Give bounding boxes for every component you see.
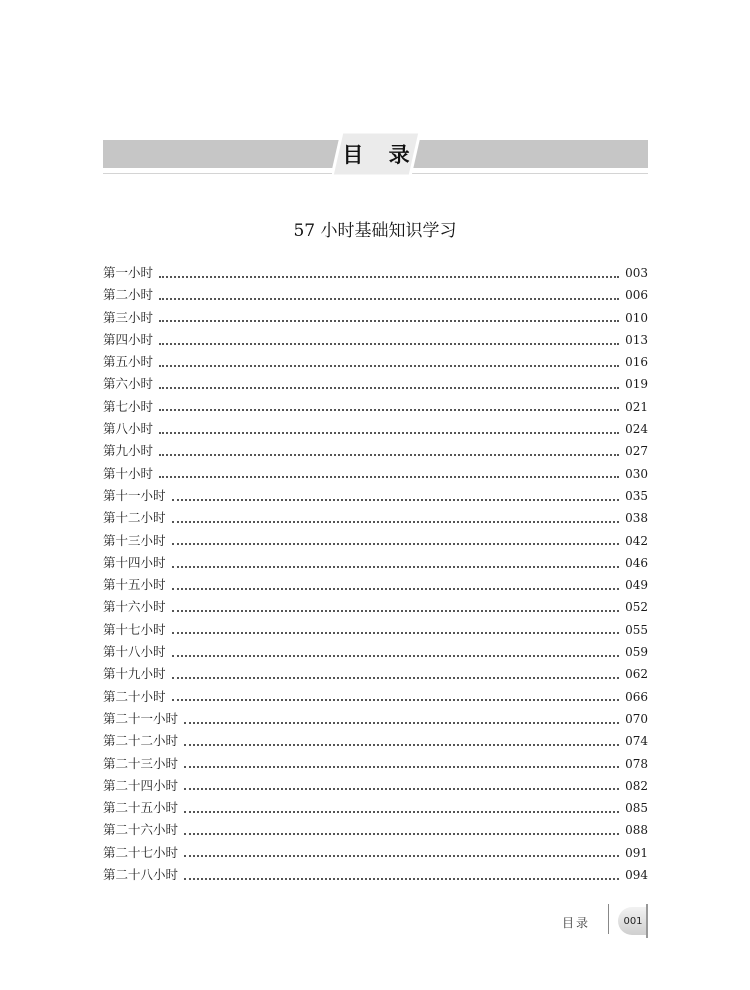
toc-entry-page: 094 — [625, 868, 648, 883]
toc-entry-page: 027 — [625, 444, 648, 459]
toc-leader-dots — [172, 698, 620, 701]
toc-entry-page: 006 — [625, 288, 648, 303]
section-heading: 57 小时基础知识学习 — [293, 221, 457, 241]
toc-entry-page: 074 — [625, 734, 648, 749]
toc-entry[interactable] — [103, 307, 648, 329]
toc-leader-dots — [159, 319, 619, 322]
toc-entry-label: 第四小时 — [103, 331, 154, 347]
toc-entry-label: 第十小时 — [103, 465, 154, 481]
toc-entry-label: 第七小时 — [103, 398, 154, 414]
toc-leader-dots — [184, 877, 619, 880]
toc-entry-page: 085 — [625, 801, 648, 816]
toc-entry-page: 055 — [625, 622, 648, 637]
toc-entry-label: 第一小时 — [103, 265, 154, 280]
toc-entry-label: 第十三小时 — [103, 532, 166, 548]
title-tab — [332, 132, 420, 176]
toc-entry[interactable] — [103, 329, 648, 351]
toc-entry-page: 078 — [625, 756, 648, 771]
toc-entry-label: 第二十二小时 — [103, 733, 179, 749]
toc-entry-page: 024 — [625, 422, 648, 437]
toc-leader-dots — [172, 542, 620, 545]
toc-leader-dots — [159, 342, 619, 345]
toc-entry[interactable] — [103, 663, 648, 685]
toc-entry-page: 019 — [625, 377, 648, 392]
toc-entry-label: 第十七小时 — [103, 621, 166, 637]
toc-entry-label: 第二十四小时 — [103, 777, 179, 793]
toc-entry-label: 第二十五小时 — [103, 800, 179, 816]
toc-leader-dots — [184, 721, 619, 724]
toc-leader-dots — [159, 386, 619, 389]
toc-leader-dots — [159, 431, 619, 434]
toc-entry[interactable] — [103, 507, 648, 529]
toc-leader-dots — [172, 565, 620, 568]
toc-entry-label: 第十九小时 — [103, 666, 166, 682]
toc-entry-page: 049 — [625, 578, 648, 593]
toc-entry[interactable] — [103, 440, 648, 462]
toc-entry-page: 059 — [625, 645, 648, 660]
toc-leader-dots — [184, 810, 619, 813]
toc-entry[interactable] — [103, 396, 648, 418]
toc-entry-page: 082 — [625, 778, 648, 793]
toc-leader-dots — [172, 609, 620, 612]
footer-edge-bar — [646, 904, 648, 938]
toc-entry[interactable] — [103, 619, 648, 641]
toc-entry-page: 046 — [625, 555, 648, 570]
toc-leader-dots — [159, 364, 619, 367]
toc-leader-dots — [159, 453, 619, 456]
toc-entry-page: 035 — [625, 488, 648, 503]
toc-leader-dots — [184, 765, 619, 768]
toc-entry[interactable] — [103, 730, 648, 752]
toc-entry-label: 第三小时 — [103, 309, 154, 325]
toc-leader-dots — [184, 854, 619, 857]
toc-entry-label: 第二十八小时 — [103, 867, 179, 883]
toc-entry-label: 第十六小时 — [103, 599, 166, 615]
toc-entry[interactable] — [103, 485, 648, 507]
toc-leader-dots — [184, 832, 619, 835]
toc-entry-label: 第二十小时 — [103, 688, 166, 704]
toc-entry-label: 第六小时 — [103, 376, 154, 392]
toc-leader-dots — [172, 498, 620, 501]
toc-entry-page: 070 — [625, 711, 648, 726]
toc-entry-page: 010 — [625, 310, 648, 325]
toc-entry-label: 第十一小时 — [103, 487, 166, 503]
toc-leader-dots — [159, 475, 619, 478]
toc-leader-dots — [172, 654, 620, 657]
toc-entry-label: 第十五小时 — [103, 577, 166, 593]
toc-entry-page: 016 — [625, 355, 648, 370]
toc-entry-page: 003 — [625, 266, 648, 280]
toc-leader-dots — [184, 743, 619, 746]
toc-entry[interactable] — [103, 373, 648, 395]
toc-entry[interactable] — [103, 262, 648, 284]
toc-entry-label: 第五小时 — [103, 354, 154, 370]
toc-entry-label: 第二小时 — [103, 287, 154, 303]
toc-entry-page: 088 — [625, 823, 648, 838]
toc-entry-page: 038 — [625, 511, 648, 526]
toc-entry-page: 062 — [625, 667, 648, 682]
toc-entry[interactable] — [103, 552, 648, 574]
toc-entry[interactable] — [103, 864, 648, 886]
toc-entry-label: 第十二小时 — [103, 510, 166, 526]
footer-divider — [608, 904, 609, 934]
footer-page-number: 001 — [618, 907, 648, 935]
toc-entry[interactable] — [103, 351, 648, 373]
toc-entry-label: 第十八小时 — [103, 644, 166, 660]
toc-entry-label: 第二十三小时 — [103, 755, 179, 771]
toc-entry-page: 066 — [625, 689, 648, 704]
footer-section-label: 目录 — [562, 916, 591, 930]
toc-entry-page: 030 — [625, 466, 648, 481]
toc-leader-dots — [159, 297, 619, 300]
toc-entry[interactable] — [103, 708, 648, 730]
toc-entry-page: 042 — [625, 533, 648, 548]
toc-leader-dots — [159, 275, 619, 278]
toc-leader-dots — [172, 676, 620, 679]
toc-entry[interactable] — [103, 775, 648, 797]
toc-entry[interactable] — [103, 686, 648, 708]
toc-leader-dots — [159, 408, 619, 411]
toc-entry[interactable] — [103, 574, 648, 596]
toc-leader-dots — [172, 631, 620, 634]
toc-entry-label: 第二十七小时 — [103, 844, 179, 860]
toc-entry-page: 021 — [625, 399, 648, 414]
toc-entry-label: 第十四小时 — [103, 554, 166, 570]
toc-entry[interactable] — [103, 753, 648, 775]
toc-entry[interactable] — [103, 463, 648, 485]
toc-entry[interactable] — [103, 596, 648, 618]
toc-entry-label: 第九小时 — [103, 443, 154, 459]
toc-entry[interactable] — [103, 284, 648, 306]
toc-leader-dots — [172, 520, 620, 523]
toc-entry-page: 013 — [625, 332, 648, 347]
toc-leader-dots — [184, 787, 619, 790]
toc-entry[interactable] — [103, 530, 648, 552]
toc-entry-page: 052 — [625, 600, 648, 615]
toc-entry-label: 第二十六小时 — [103, 822, 179, 838]
toc-entry[interactable] — [103, 418, 648, 440]
toc-entry[interactable] — [103, 641, 648, 663]
toc-list — [103, 262, 648, 886]
page-title: 目 录 — [342, 143, 419, 167]
toc-entry[interactable] — [103, 819, 648, 841]
toc-entry-label: 第八小时 — [103, 421, 154, 437]
toc-entry[interactable] — [103, 797, 648, 819]
toc-leader-dots — [172, 587, 620, 590]
toc-entry-page: 091 — [625, 845, 648, 860]
toc-entry[interactable] — [103, 842, 648, 864]
toc-entry-label: 第二十一小时 — [103, 710, 179, 726]
